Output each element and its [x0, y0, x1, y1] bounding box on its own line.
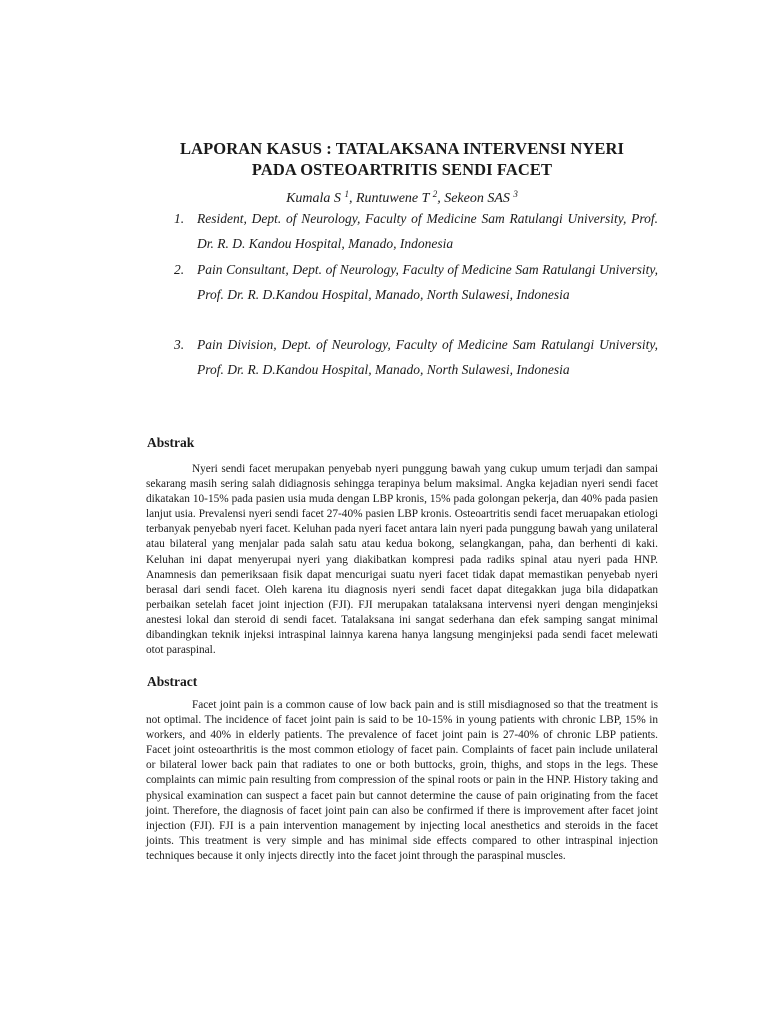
- affiliation-number: 2.: [174, 262, 185, 277]
- title-line-1: LAPORAN KASUS : TATALAKSANA INTERVENSI NYERI: [179, 139, 625, 158]
- affiliation-text: Resident, Dept. of Neurology, Faculty of Medicine Sam Ratulangi University, Prof. Dr. R. D. Kandou Hospital, Manado, Indonesia: [197, 211, 658, 251]
- author-name: Runtuwene T: [355, 191, 430, 206]
- author-affiliation-mark: 3: [513, 189, 518, 199]
- author-affiliation-mark: 2: [432, 189, 438, 199]
- author-name: Sekeon SAS: [444, 191, 510, 206]
- author-name: Kumala S: [286, 191, 341, 206]
- affiliation-text: Pain Division, Dept. of Neurology, Faculty of Medicine Sam Ratulangi University, Prof. Dr. R. D.Kandou Hospital, Manado, North Sulawesi, Indonesia: [197, 337, 658, 377]
- paper-title: [100, 138, 704, 180]
- abstract-paragraph: Facet joint pain is a common cause of low back pain and is still misdiagnosed so that the treatment is not optimal. The incidence of facet joint pain is said to be 10-15% in young patients with chronic LBP, 15% in workers, and 40% in elderly patients. The prevalence of facet joint pain is 27-40% of chronic LBP patients. Facet joint osteoarthritis is the most common etiology of facet pain. Complaints of facet pain include unilateral or bilateral lower back pain that radiates to one or both buttocks, groin, thighs, and stops in the legs. These complaints can mimic pain resulting from compression of the spinal roots or pain in the HNP. History taking and physical examination can suspect a facet pain but cannot determine the cause of pain originating from the facet joint. Therefore, the diagnosis of facet joint pain can also be confirmed if there is improvement after facet joint injection (FJI). FJI is a pain intervention management by injecting local anesthetics and steroids in the facet joints. This treatment is very simple and has minimal side effects compared to other intraspinal injection techniques because it only injects directly into the facet joint through the paraspinal muscles.: [146, 699, 658, 862]
- affiliation-item: [174, 332, 658, 382]
- affiliation-item: [174, 206, 658, 256]
- title-line-2: PADA OSTEOARTRITIS SENDI FACET: [251, 160, 553, 179]
- author-list: Kumala S $^1$, Runtuwene T $^2$, Sekeon SAS $^3$: [286, 189, 518, 206]
- affiliation-item: [174, 257, 658, 307]
- affiliation-number: 1.: [174, 211, 185, 226]
- abstrak-paragraph: Nyeri sendi facet merupakan penyebab nyeri punggung bawah yang cukup umum terjadi dan sampai sekarang masih sering salah didiagnosis sehingga terapinya belum maksimal. Angka kejadian nyeri sendi facet dikatakan 10-15% pada pasien usia muda dengan LBP kronis, 15% pada golongan pekerja, dan 40% pada pasien lanjut usia. Prevalensi nyeri sendi facet 27-40% pasien LBP kronis. Osteoartritis sendi facet meruapakan etiologi terbanyak penyebab nyeri facet. Keluhan pada nyeri facet antara lain nyeri pada punggung bawah yang unilateral atau bilateral yang menjalar pada salah satu atau kedua bokong, selangkangan, paha, dan berhenti di kaki. Keluhan ini dapat menyerupai nyeri yang diakibatkan kompresi pada radiks spinal atau nyeri pada HNP. Anamnesis dan pemeriksaan fisik dapat mencurigai suatu nyeri facet tidak dapat memastikan penyebab nyeri berasal dari sendi facet. Oleh karena itu diagnosis nyeri sendi facet dapat ditegakkan juga bila didapatkan perbaikan setelah facet joint injection (FJI). FJI merupakan tatalaksana intervensi nyeri dengan menginjeksi anestesi lokal dan steroid di sendi facet. Tatalaksana ini sangat sederhana dan efek samping sangat minimal dibandingkan teknik injeksi intraspinal lainnya karena hanya langsung menginjeksi pada sendi facet melewati otot paraspinal.: [146, 463, 658, 657]
- affiliation-number: 3.: [174, 337, 185, 352]
- abstract-heading: Abstract: [147, 674, 198, 689]
- affiliation-text: Pain Consultant, Dept. of Neurology, Faculty of Medicine Sam Ratulangi University, Prof. Dr. R. D.Kandou Hospital, Manado, North Sulawesi, Indonesia: [197, 262, 658, 302]
- author-affiliation-mark: 1: [344, 189, 349, 199]
- abstrak-heading: Abstrak: [147, 435, 195, 450]
